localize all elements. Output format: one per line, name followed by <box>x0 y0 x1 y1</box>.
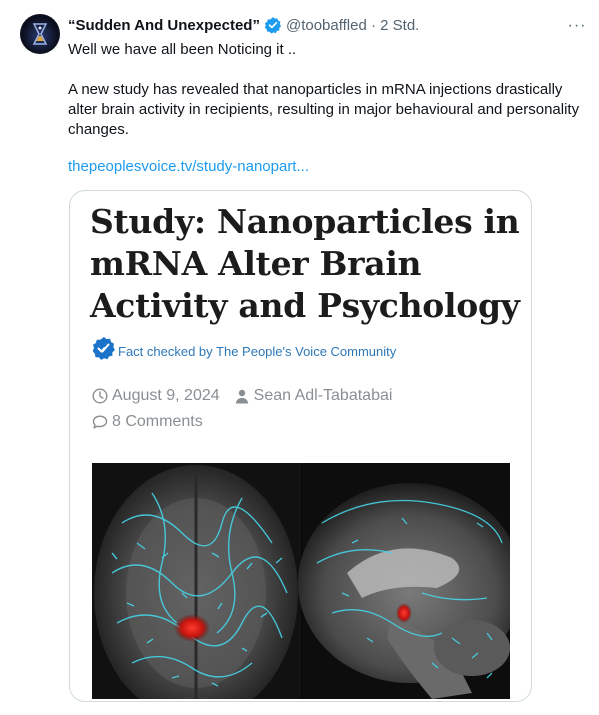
handle-and-time[interactable]: @toobaffled · 2 Std. <box>285 16 420 34</box>
article-link[interactable]: thepeoplesvoice.tv/study-nanopart... <box>68 158 309 175</box>
article-title: Study: Nanoparticles in mRNA Alter Brain Activity and Psychology <box>90 202 520 325</box>
author-name[interactable]: “Sudden And Unexpected” <box>68 16 260 34</box>
clock-icon <box>92 388 108 404</box>
article-comments-row <box>92 413 203 431</box>
article-meta-row <box>92 387 392 405</box>
brain-scan-image <box>92 463 510 699</box>
user-icon <box>234 388 250 404</box>
tweet-text-line1: Well we have all been Noticing it .. <box>68 41 297 58</box>
link-preview-card[interactable] <box>69 190 532 702</box>
article-date: August 9, 2024 <box>112 387 220 404</box>
fact-check-badge-icon <box>92 336 116 360</box>
more-options-icon[interactable]: ··· <box>567 17 587 34</box>
verified-badge-icon <box>264 16 282 34</box>
comment-count[interactable]: 8 Comments <box>112 413 203 430</box>
comment-icon <box>92 414 108 430</box>
avatar[interactable] <box>20 14 60 54</box>
tweet-header <box>68 15 419 35</box>
tweet-text-body: A new study has revealed that nanoparticles in mRNA injections drastically alter brain activity in recipients, resulting in major behavioural and personality changes. <box>68 81 580 138</box>
fact-check-text[interactable]: Fact checked by The People's Voice Community <box>118 344 397 359</box>
fact-check-row <box>92 334 396 360</box>
article-author[interactable]: Sean Adl-Tabatabai <box>253 387 393 404</box>
